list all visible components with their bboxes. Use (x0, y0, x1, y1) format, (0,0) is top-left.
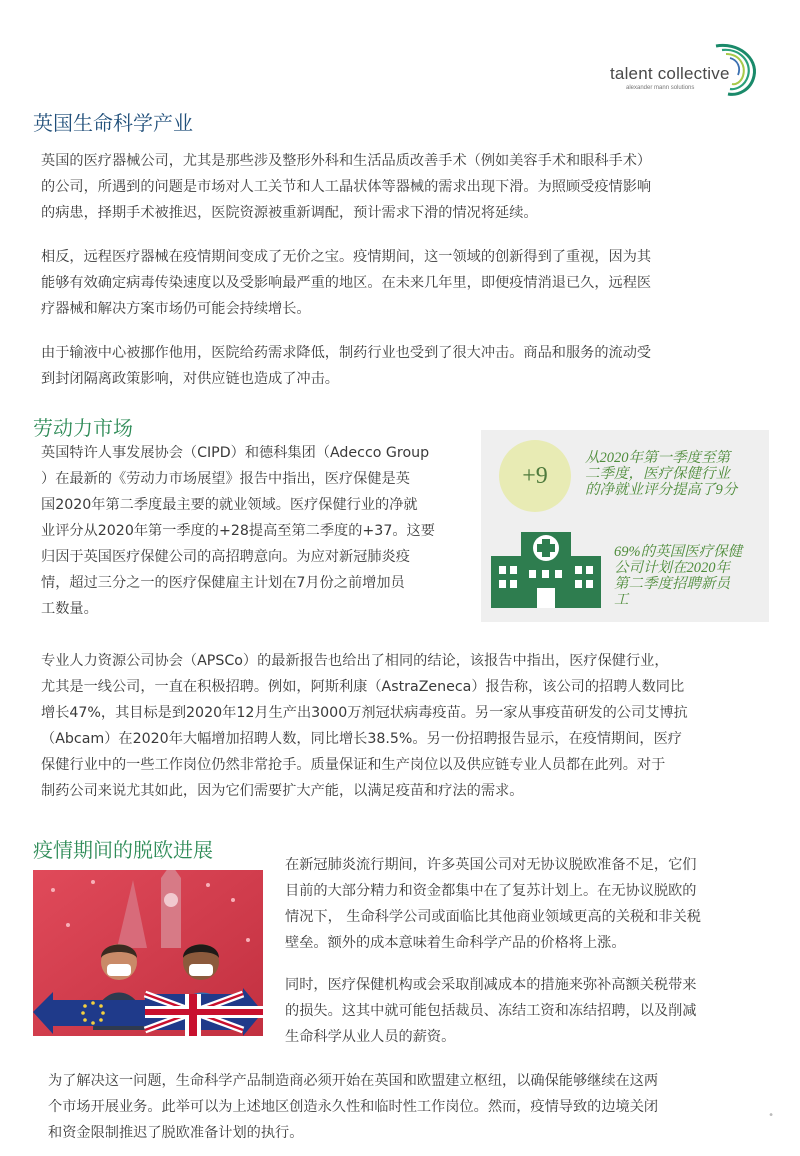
stat-hiring-plan: 69%的英国医疗保健 公司计划在2020年 第二季度招聘新员 工 (614, 544, 743, 608)
score-circle: +9 (499, 440, 571, 512)
paragraph-line: 的公司，所遇到的问题是市场对人工关节和人工晶状体等器械的需求出现下滑。为照顾受疫情影响 (41, 179, 652, 195)
section2-intro (41, 440, 471, 622)
paragraph-line: 生命科学从业人员的薪资。 (285, 1029, 456, 1045)
paragraph-line: ）在最新的《劳动力市场展望》报告中指出，医疗保健是英 (41, 471, 410, 487)
paragraph-line: 制药公司来说尤其如此，因为它们需要扩大产能，以满足疫苗和疗法的需求。 (41, 783, 524, 799)
paragraph-line: 业评分从2020年第一季度的+28提高至第二季度的+37。这要 (41, 523, 435, 539)
paragraph-line: 壁垒。额外的成本意味着生命科学产品的价格将上涨。 (285, 935, 626, 951)
paragraph-line: 和资金限制推迟了脱欧准备计划的执行。 (48, 1125, 304, 1141)
paragraph-line: 尤其是一线公司，一直在积极招聘。例如，阿斯利康（AstraZeneca）报告称，该公司的招聘人数同比 (41, 679, 685, 695)
section2-body (41, 648, 781, 804)
paragraph-line: （Abcam）在2020年大幅增加招聘人数，同比增长38.5%。另一份招聘报告显示，在疫情期间，医疗 (41, 731, 682, 747)
paragraph-line: 英国的医疗器械公司，尤其是那些涉及整形外科和生活品质改善手术（例如美容手术和眼科手术） (41, 153, 652, 169)
paragraph-line: 情况下， 生命科学公司或面临比其他商业领域更高的关税和非关税 (285, 909, 701, 925)
paragraph-line: 国2020年第二季度最主要的就业领域。医疗保健行业的净就 (41, 497, 418, 513)
paragraph-line: 疗器械和解决方案市场仍可能会持续增长。 (41, 301, 311, 317)
section-heading-labor-market: 劳动力市场 (33, 416, 133, 440)
paragraph-line: 由于输液中心被挪作他用，医院给药需求降低，制药行业也受到了很大冲击。商品和服务的流动受 (41, 345, 652, 361)
section-heading-brexit: 疫情期间的脱欧进展 (33, 838, 213, 862)
page-marker-icon: • (768, 1110, 774, 1121)
stats-infobox (481, 430, 769, 622)
logo-name: talent collective (610, 64, 730, 83)
hospital-icon (491, 526, 601, 608)
paragraph-line: 归因于英国医疗保健公司的高招聘意向。为应对新冠肺炎疫 (41, 549, 410, 565)
paragraph-line: 的损失。这其中就可能包括裁员、冻结工资和冻结招聘，以及削减 (285, 1003, 697, 1019)
paragraph-line: 专业人力资源公司协会（APSCo）的最新报告也给出了相同的结论，该报告中指出，医疗保健行业， (41, 653, 669, 669)
paragraph-line: 在新冠肺炎流行期间，许多英国公司对无协议脱欧准备不足，它们 (285, 857, 697, 873)
brexit-illustration (33, 870, 263, 1036)
paragraph-line: 个市场开展业务。此举可以为上述地区创造永久性和临时性工作岗位。然而，疫情导致的边境关闭 (48, 1099, 659, 1115)
section1-body (41, 148, 771, 392)
paragraph-line: 目前的大部分精力和资金都集中在了复苏计划上。在无协议脱欧的 (285, 883, 697, 899)
paragraph-line: 相反，远程医疗器械在疫情期间变成了无价之宝。疫情期间，这一领域的创新得到了重视，因为其 (41, 249, 652, 265)
stat-employment-score: 从2020年第一季度至第 二季度，医疗保健行业 的净就业评分提高了9分 (585, 450, 738, 498)
paragraph-line: 的病患，择期手术被推迟，医院资源被重新调配，预计需求下滑的情况将延续。 (41, 205, 538, 221)
company-logo (580, 40, 760, 100)
paragraph-line: 情，超过三分之一的医疗保健雇主计划在7月份之前增加员 (41, 575, 405, 591)
section-heading-life-sciences: 英国生命科学产业 (33, 111, 193, 135)
section3-body (48, 1068, 778, 1146)
paragraph-line: 工数量。 (41, 601, 98, 617)
brexit-masked-people-image (33, 870, 263, 1036)
paragraph-line: 英国特许人事发展协会（CIPD）和德科集团（Adecco Group (41, 445, 430, 461)
paragraph-line: 增长47%，其目标是到2020年12月生产出3000万剂冠状病毒疫苗。另一家从事疫苗研发的公司艾博抗 (41, 705, 688, 721)
paragraph-line: 能够有效确定病毒传染速度以及受影响最严重的地区。在未来几年里，即便疫情消退已久，远程医 (41, 275, 652, 291)
section3-side-text (285, 852, 785, 1050)
paragraph-line: 为了解决这一问题，生命科学产品制造商必须开始在英国和欧盟建立枢纽，以确保能够继续在这两 (48, 1073, 659, 1089)
logo-tagline: alexander mann solutions (626, 85, 695, 91)
paragraph-line: 同时，医疗保健机构或会采取削减成本的措施来弥补高额关税带来 (285, 977, 697, 993)
paragraph-line: 保健行业中的一些工作岗位仍然非常抢手。质量保证和生产岗位以及供应链专业人员都在此列。对于 (41, 757, 666, 773)
paragraph-line: 到封闭隔离政策影响，对供应链也造成了冲击。 (41, 371, 339, 387)
